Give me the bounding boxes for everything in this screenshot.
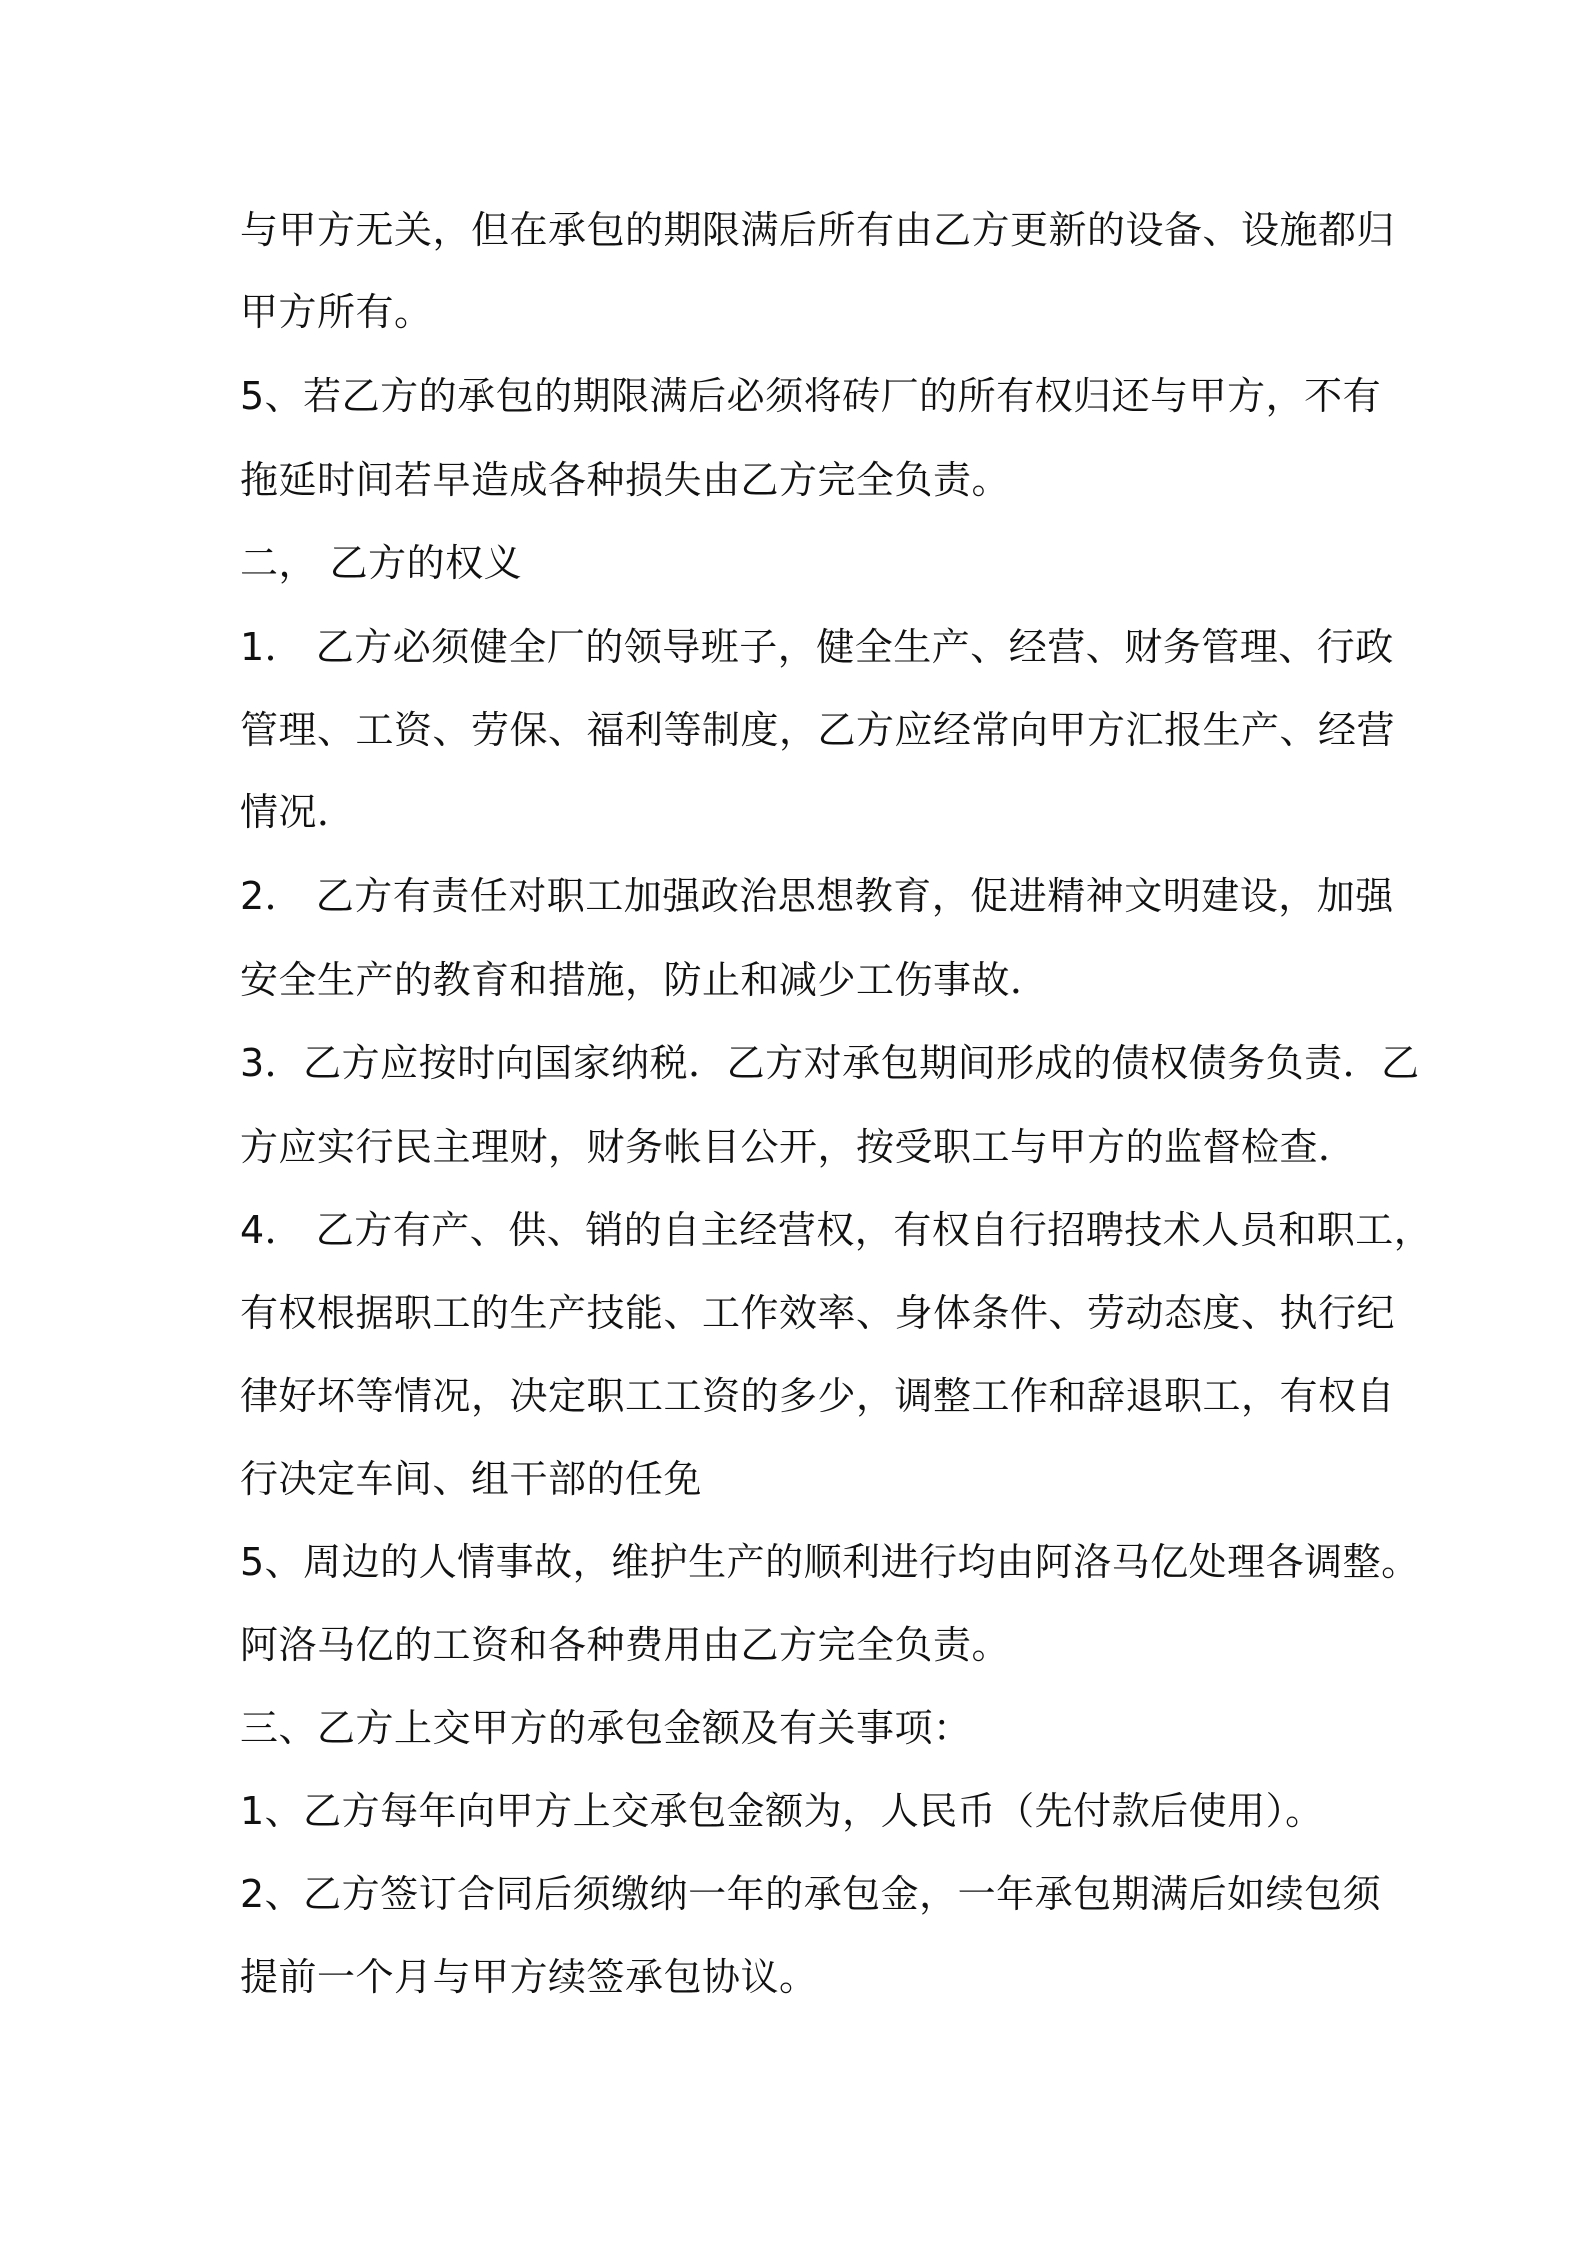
text-line: 情况． <box>240 790 356 834</box>
text-line: 3．乙方应按时向国家纳税．乙方对承包期间形成的债权债务负责．乙 <box>240 1041 1420 1085</box>
text-line: 管理、工资、劳保、福利等制度，乙方应经常向甲方汇报生产、经营 <box>240 708 1396 752</box>
text-line: 2、乙方签订合同后须缴纳一年的承包金，一年承包期满后如续包须 <box>240 1872 1382 1916</box>
section-heading: 二， 乙方的权义 <box>240 541 523 585</box>
text-line: 5、若乙方的承包的期限满后必须将砖厂的所有权归还与甲方，不有 <box>240 374 1382 418</box>
text-line: 与甲方无关，但在承包的期限满后所有由乙方更新的设备、设施都归 <box>240 208 1396 252</box>
section-heading: 三、乙方上交甲方的承包金额及有关事项： <box>240 1706 972 1750</box>
text-line: 安全生产的教育和措施，防止和减少工伤事故． <box>240 958 1049 1002</box>
text-line: 有权根据职工的生产技能、工作效率、身体条件、劳动态度、执行纪 <box>240 1291 1396 1335</box>
text-line: 阿洛马亿的工资和各种费用由乙方完全负责。 <box>240 1623 1011 1667</box>
text-line: 行决定车间、组干部的任免 <box>240 1457 703 1501</box>
text-line: 1、乙方每年向甲方上交承包金额为，人民币（先付款后使用）。 <box>240 1789 1324 1833</box>
text-line: 提前一个月与甲方续签承包协议。 <box>240 1955 818 1999</box>
text-line: 2． 乙方有责任对职工加强政治思想教育，促进精神文明建设，加强 <box>240 874 1394 918</box>
text-line: 1． 乙方必须健全厂的领导班子，健全生产、经营、财务管理、行政 <box>240 625 1394 669</box>
text-line: 4． 乙方有产、供、销的自主经营权，有权自行招聘技术人员和职工， <box>240 1208 1433 1252</box>
text-line: 拖延时间若早造成各种损失由乙方完全负责。 <box>240 458 1011 502</box>
text-line: 律好坏等情况，决定职工工资的多少，调整工作和辞退职工，有权自 <box>240 1374 1396 1418</box>
text-line: 甲方所有。 <box>240 290 433 334</box>
text-line: 方应实行民主理财，财务帐目公开，按受职工与甲方的监督检查． <box>240 1125 1357 1169</box>
text-line: 5、周边的人情事故，维护生产的顺利进行均由阿洛马亿处理各调整。 <box>240 1540 1420 1584</box>
